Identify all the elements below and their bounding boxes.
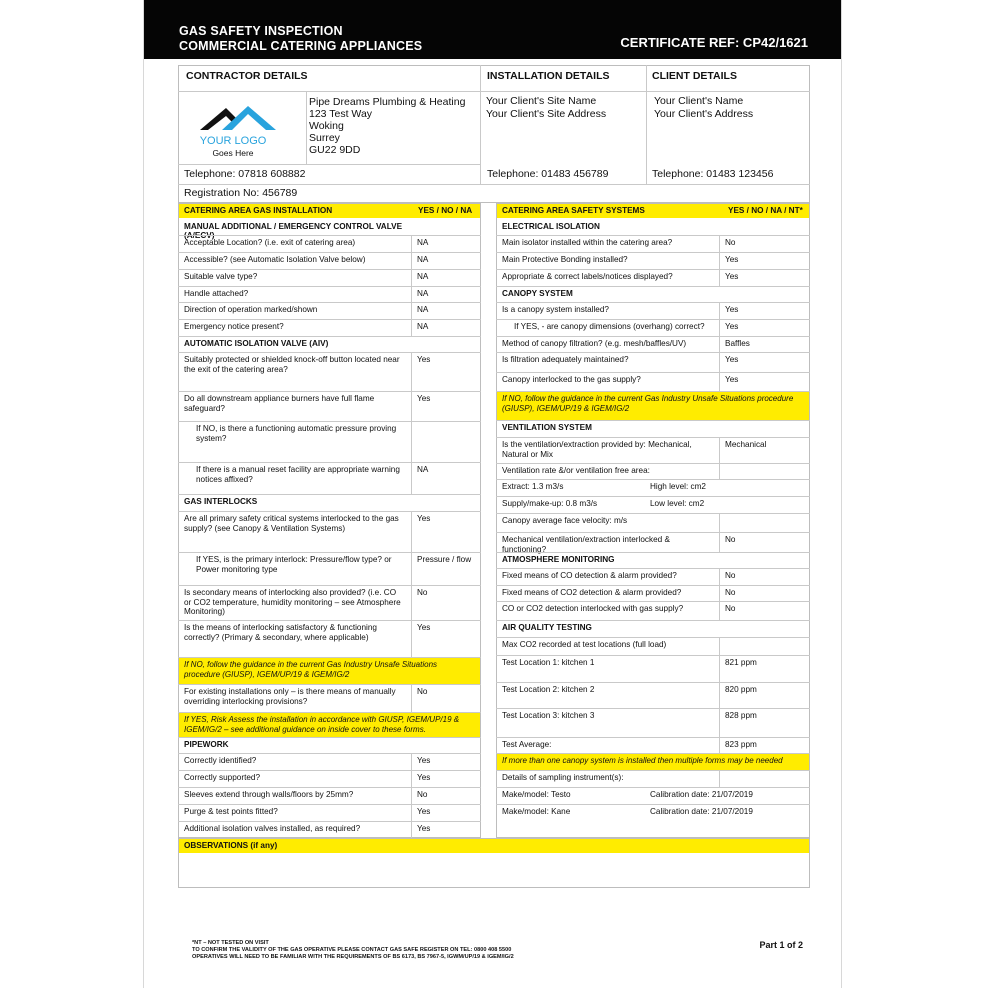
client-name: Your Client's Name	[654, 95, 744, 107]
right-answer: Yes	[725, 272, 739, 281]
footer-line: TO CONFIRM THE VALIDITY OF THE GAS OPERATIVE PLEASE CONTACT GAS SAFE REGISTER ON TEL: 0800 408 5500	[192, 947, 512, 953]
right-question: Is filtration adequately maintained?	[502, 355, 629, 364]
right-question: Mechanical ventilation/extraction interlocked & functioning?	[502, 535, 670, 554]
right-row-divider	[496, 319, 810, 320]
right-section-heading: ELECTRICAL ISOLATION	[502, 222, 600, 231]
left-answer: Yes	[417, 756, 431, 765]
right-question: Is the ventilation/extraction provided by: Mechanical, Natural or Mix	[502, 440, 692, 459]
client-address	[654, 95, 753, 121]
left-row-divider	[178, 684, 481, 685]
left-question: Emergency notice present?	[184, 322, 284, 331]
left-col-divider	[411, 269, 412, 286]
left-col-divider	[411, 286, 412, 302]
right-row-divider	[496, 437, 810, 438]
right-section-heading: AIR QUALITY TESTING	[502, 623, 592, 632]
left-section-heading: GAS INTERLOCKS	[184, 497, 258, 506]
right-row-divider	[496, 252, 810, 253]
left-answer: NA	[417, 238, 429, 247]
left-answer: NA	[417, 465, 429, 474]
right-answer: Yes	[725, 255, 739, 264]
right-col-divider	[719, 770, 720, 787]
contractor-address	[309, 96, 465, 156]
right-question: Test Location 3: kitchen 3	[502, 711, 595, 720]
certificate-ref: CERTIFICATE REF: CP42/1621	[620, 35, 808, 50]
left-question: Handle attached?	[184, 289, 249, 298]
left-row-divider	[178, 737, 481, 738]
left-section-heading: MANUAL ADDITIONAL / EMERGENCY CONTROL VALVE (A/ECV)	[184, 222, 403, 240]
left-question: Additional isolation valves installed, as required?	[184, 824, 361, 833]
right-row-divider	[496, 235, 810, 236]
left-col-divider	[411, 319, 412, 336]
left-answer: No	[417, 588, 428, 597]
left-row-divider	[178, 620, 481, 621]
left-row-divider	[178, 657, 481, 658]
right-row-divider	[496, 568, 810, 569]
left-row-divider	[178, 269, 481, 270]
right-secondary-value: Calibration date: 21/07/2019	[650, 807, 753, 816]
page-number: Part 1 of 2	[759, 940, 803, 950]
left-row-divider	[178, 252, 481, 253]
right-question: Method of canopy filtration? (e.g. mesh/baffles/UV)	[502, 339, 687, 348]
right-col-divider	[719, 585, 720, 601]
left-row-divider	[178, 511, 481, 512]
right-col-divider	[719, 655, 720, 682]
left-row-divider	[178, 552, 481, 553]
right-question: Test Average:	[502, 740, 552, 749]
left-col-divider	[411, 511, 412, 552]
left-guidance-note: If NO, follow the guidance in the current Gas Industry Unsafe Situations procedure (GIUSP), IGEM/UP/19 & IGEM/IG/2	[184, 660, 438, 679]
installation-address	[486, 95, 606, 121]
left-question: Do all downstream appliance burners have full flame safeguard?	[184, 394, 375, 413]
right-row-divider	[496, 336, 810, 337]
right-col-divider	[719, 532, 720, 552]
right-row-divider	[496, 372, 810, 373]
left-answer: NA	[417, 272, 429, 281]
right-answer: Baffles	[725, 339, 750, 348]
right-answer: Yes	[725, 322, 739, 331]
right-answer: 828 ppm	[725, 711, 757, 720]
certificate-page	[144, 0, 841, 988]
right-col-divider	[719, 336, 720, 352]
left-section-heading: AUTOMATIC ISOLATION VALVE (AIV)	[184, 339, 329, 348]
right-row-divider	[496, 352, 810, 353]
client-address-line: Your Client's Address	[654, 108, 754, 120]
right-question: CO or CO2 detection interlocked with gas supply?	[502, 604, 684, 613]
right-col-divider	[719, 372, 720, 391]
right-row-divider	[496, 620, 810, 621]
site-name: Your Client's Site Name	[486, 95, 597, 107]
address-line: Woking	[309, 120, 344, 132]
right-answer: No	[725, 535, 736, 544]
right-row-divider	[496, 804, 810, 805]
right-answer: No	[725, 604, 736, 613]
right-col-divider	[719, 319, 720, 336]
right-section-heading: VENTILATION SYSTEM	[502, 423, 592, 432]
logo-subtext: Goes Here	[212, 148, 254, 158]
left-question: If YES, is the primary interlock: Pressure/flow type? or Power monitoring type	[196, 555, 392, 574]
title-line-2: COMMERCIAL CATERING APPLIANCES	[179, 39, 423, 53]
left-question: Direction of operation marked/shown	[184, 305, 318, 314]
contractor-heading: CONTRACTOR DETAILS	[186, 70, 308, 82]
right-row-divider	[496, 682, 810, 683]
left-question: Suitable valve type?	[184, 272, 258, 281]
right-col-divider	[719, 463, 720, 479]
left-section-heading: PIPEWORK	[184, 740, 229, 749]
left-row-divider	[178, 286, 481, 287]
right-col-divider	[719, 302, 720, 319]
left-row-divider	[178, 462, 481, 463]
left-answer: No	[417, 790, 428, 799]
right-col-divider	[719, 568, 720, 585]
right-question: Is a canopy system installed?	[502, 305, 609, 314]
left-row-divider	[178, 821, 481, 822]
left-question: Acceptable Location? (i.e. exit of catering area)	[184, 238, 356, 247]
right-row-divider	[496, 770, 810, 771]
document-title	[179, 24, 422, 54]
right-question: Fixed means of CO2 detection & alarm provided?	[502, 588, 682, 597]
left-row-divider	[178, 302, 481, 303]
left-col-divider	[411, 352, 412, 391]
right-row-divider	[496, 286, 810, 287]
left-answer: NA	[417, 322, 429, 331]
right-answer: 821 ppm	[725, 658, 757, 667]
left-answer: Yes	[417, 623, 431, 632]
right-col-divider	[719, 513, 720, 532]
right-question: Canopy interlocked to the gas supply?	[502, 375, 641, 384]
left-col-divider	[411, 302, 412, 319]
left-row-divider	[178, 787, 481, 788]
right-row-divider	[496, 479, 810, 480]
installation-telephone: Telephone: 01483 456789	[487, 168, 609, 180]
right-answer: Yes	[725, 305, 739, 314]
right-row-divider	[496, 391, 810, 392]
left-row-divider	[178, 585, 481, 586]
gas-installation-column: YES / NO / NA	[418, 206, 473, 215]
left-question: Are all primary safety critical systems interlocked to the gas supply? (see Canopy & Ventilation Systems)	[184, 514, 399, 533]
right-row-divider	[496, 585, 810, 586]
left-answer: Pressure / flow	[417, 555, 472, 564]
footer-line: OPERATIVES WILL NEED TO BE FAMILIAR WITH THE REQUIREMENTS OF BS 6173, BS 7967-5, IGWM/UP/19 & IGEM/IG/2	[192, 954, 514, 960]
right-row-divider	[496, 420, 810, 421]
left-answer: Yes	[417, 514, 431, 523]
registration-number: Registration No: 456789	[184, 187, 298, 199]
company-logo	[196, 100, 286, 164]
address-line: Surrey	[309, 132, 340, 144]
right-col-divider	[719, 269, 720, 286]
left-col-divider	[411, 770, 412, 787]
left-col-divider	[411, 684, 412, 712]
right-guidance-note: If NO, follow the guidance in the current Gas Industry Unsafe Situations procedure (GIUSP), IGEM/UP/19 & IGEM/IG/2	[502, 394, 794, 413]
right-col-divider	[719, 601, 720, 620]
contractor-telephone: Telephone: 07818 608882	[184, 168, 306, 180]
right-col-divider	[719, 637, 720, 655]
right-secondary-value: Calibration date: 21/07/2019	[650, 790, 753, 799]
right-row-divider	[496, 737, 810, 738]
right-row-divider	[496, 269, 810, 270]
address-line: GU22 9DD	[309, 144, 361, 156]
right-question: Details of sampling instrument(s):	[502, 773, 624, 782]
right-col-divider	[719, 252, 720, 269]
left-col-divider	[411, 252, 412, 269]
left-question: Purge & test points fitted?	[184, 807, 278, 816]
right-section-heading: ATMOSPHERE MONITORING	[502, 555, 615, 564]
right-question: Max CO2 recorded at test locations (full load)	[502, 640, 667, 649]
right-row-divider	[496, 708, 810, 709]
client-telephone: Telephone: 01483 123456	[652, 168, 774, 180]
left-row-divider	[178, 421, 481, 422]
address-line: 123 Test Way	[309, 108, 373, 120]
right-question: Test Location 1: kitchen 1	[502, 658, 595, 667]
left-answer: Yes	[417, 394, 431, 403]
left-question: Correctly identified?	[184, 756, 257, 765]
right-row-divider	[496, 496, 810, 497]
right-row-divider	[496, 787, 810, 788]
right-row-divider	[496, 513, 810, 514]
right-row-divider	[496, 532, 810, 533]
right-col-divider	[719, 235, 720, 252]
right-secondary-value: High level: cm2	[650, 482, 706, 491]
left-row-divider	[178, 804, 481, 805]
left-col-divider	[411, 421, 412, 462]
left-col-divider	[411, 804, 412, 821]
safety-systems-column: YES / NO / NA / NT*	[728, 206, 803, 215]
right-question: Make/model: Testo	[502, 790, 571, 799]
left-row-divider	[178, 391, 481, 392]
right-row-divider	[496, 753, 810, 754]
right-question: Appropriate & correct labels/notices displayed?	[502, 272, 673, 281]
client-heading: CLIENT DETAILS	[652, 70, 737, 82]
right-answer: No	[725, 238, 736, 247]
left-question: Accessible? (see Automatic Isolation Valve below)	[184, 255, 366, 264]
gas-installation-heading: CATERING AREA GAS INSTALLATION	[184, 206, 333, 215]
left-answer: NA	[417, 305, 429, 314]
right-question: Fixed means of CO detection & alarm provided?	[502, 571, 677, 580]
installation-heading: INSTALLATION DETAILS	[487, 70, 610, 82]
right-answer: Yes	[725, 375, 739, 384]
safety-systems-heading: CATERING AREA SAFETY SYSTEMS	[502, 206, 645, 215]
right-col-divider	[719, 437, 720, 463]
left-row-divider	[178, 770, 481, 771]
left-col-divider	[411, 552, 412, 585]
right-question: Make/model: Kane	[502, 807, 571, 816]
left-col-divider	[411, 787, 412, 804]
left-question: Is the means of interlocking satisfactory & functioning correctly? (Primary & secondary, where applicable)	[184, 623, 377, 642]
right-col-divider	[719, 737, 720, 753]
left-answer: No	[417, 687, 428, 696]
right-row-divider	[496, 637, 810, 638]
left-col-divider	[411, 620, 412, 657]
left-answer: Yes	[417, 824, 431, 833]
left-answer: NA	[417, 255, 429, 264]
right-row-divider	[496, 463, 810, 464]
left-col-divider	[411, 235, 412, 252]
left-col-divider	[411, 462, 412, 494]
right-question: Extract: 1.3 m3/s	[502, 482, 564, 491]
right-answer: No	[725, 588, 736, 597]
right-col-divider	[719, 682, 720, 708]
right-guidance-note: If more than one canopy system is installed then multiple forms may be needed	[502, 756, 783, 765]
left-row-divider	[178, 336, 481, 337]
right-question: Main isolator installed within the catering area?	[502, 238, 673, 247]
right-answer: 820 ppm	[725, 685, 757, 694]
right-col-divider	[719, 352, 720, 372]
right-row-divider	[496, 655, 810, 656]
right-col-divider	[719, 708, 720, 737]
left-col-divider	[411, 391, 412, 421]
right-question: Canopy average face velocity: m/s	[502, 516, 628, 525]
right-section-heading: CANOPY SYSTEM	[502, 289, 573, 298]
left-question: Correctly supported?	[184, 773, 260, 782]
right-question: Ventilation rate &/or ventilation free area:	[502, 466, 650, 475]
left-col-divider	[411, 585, 412, 620]
left-row-divider	[178, 494, 481, 495]
right-answer: Mechanical	[725, 440, 767, 449]
right-answer: Yes	[725, 355, 739, 364]
left-row-divider	[178, 235, 481, 236]
left-answer: Yes	[417, 807, 431, 816]
left-question: If NO, is there a functioning automatic pressure proving system?	[196, 424, 397, 443]
right-row-divider	[496, 601, 810, 602]
left-answer: Yes	[417, 355, 431, 364]
left-col-divider	[411, 753, 412, 770]
right-secondary-value: Low level: cm2	[650, 499, 705, 508]
left-row-divider	[178, 319, 481, 320]
left-row-divider	[178, 712, 481, 713]
right-row-divider	[496, 552, 810, 553]
right-question: Test Location 2: kitchen 2	[502, 685, 595, 694]
title-line-1: GAS SAFETY INSPECTION	[179, 24, 343, 38]
left-col-divider	[411, 821, 412, 838]
left-question: Is secondary means of interlocking also provided? (i.e. CO or CO2 temperature, humidity monitoring – see Atmosphere Monitoring)	[184, 588, 401, 617]
left-question: Suitably protected or shielded knock-off button located near the exit of the catering area?	[184, 355, 400, 374]
logo-text: YOUR LOGO	[199, 135, 267, 147]
left-question: Sleeves extend through walls/floors by 25mm?	[184, 790, 354, 799]
right-question: Main Protective Bonding installed?	[502, 255, 628, 264]
right-question: Supply/make-up: 0.8 m3/s	[502, 499, 598, 508]
observations-heading: OBSERVATIONS (if any)	[184, 841, 278, 850]
right-question: If YES, - are canopy dimensions (overhang) correct?	[514, 322, 705, 331]
header-banner	[144, 0, 841, 59]
left-guidance-note: If YES, Risk Assess the installation in accordance with GIUSP, IGEM/UP/19 & IGEM/IG/2 – see additional guidance on inside cover to these forms.	[184, 715, 460, 734]
left-answer: Yes	[417, 773, 431, 782]
left-row-divider	[178, 352, 481, 353]
right-row-divider	[496, 302, 810, 303]
footer-line: *NT – NOT TESTED ON VISIT	[192, 940, 269, 946]
right-answer: No	[725, 571, 736, 580]
left-question: If there is a manual reset facility are appropriate warning notices affixed?	[196, 465, 400, 484]
address-line: Pipe Dreams Plumbing & Heating	[309, 96, 466, 108]
right-answer: 823 ppm	[725, 740, 757, 749]
site-address: Your Client's Site Address	[486, 108, 607, 120]
left-row-divider	[178, 753, 481, 754]
left-question: For existing installations only – is there means of manually overriding interlocking provisions?	[184, 687, 396, 706]
left-answer: NA	[417, 289, 429, 298]
footer-notes	[192, 940, 514, 961]
